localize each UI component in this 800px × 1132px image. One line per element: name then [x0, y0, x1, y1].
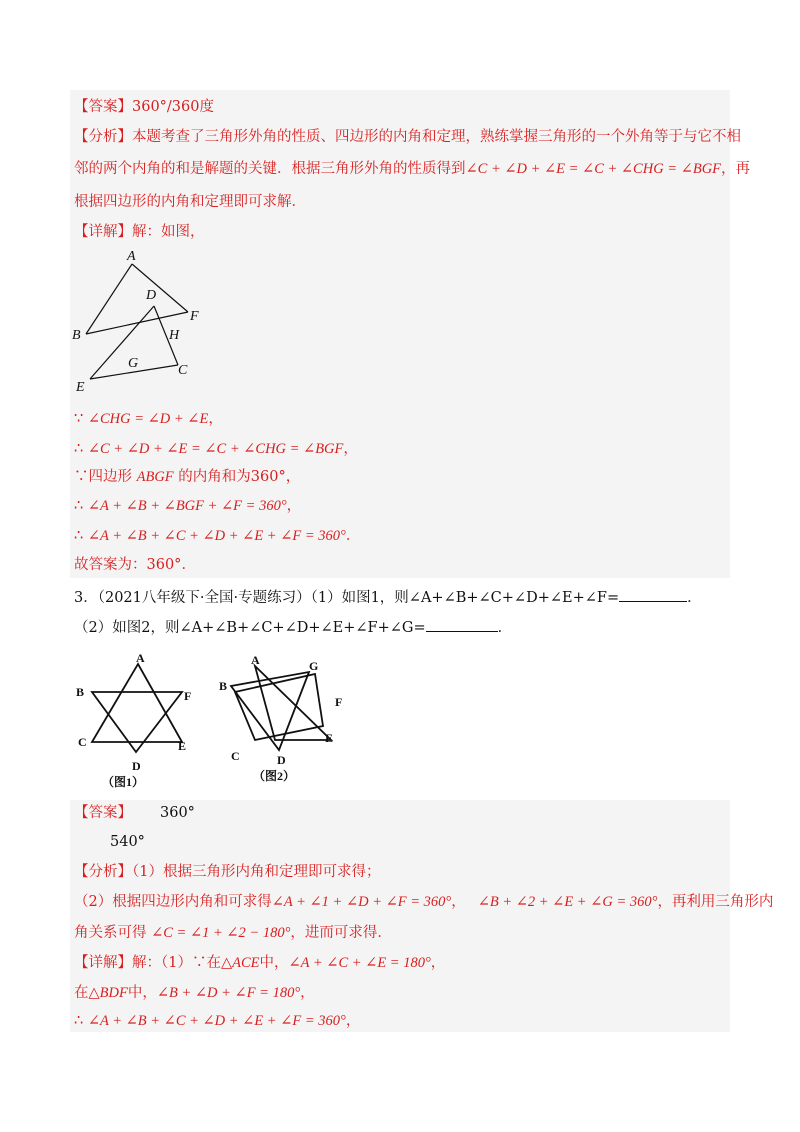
analysis-2-text-2b: ，再利用三角形内: [657, 894, 774, 910]
step-4-math: ∠A + ∠B + ∠BGF + ∠F = 360°: [87, 498, 287, 514]
step-2-math: ∠C + ∠D + ∠E = ∠C + ∠CHG = ∠BGF: [87, 441, 344, 457]
geometry-figure-1: [70, 248, 220, 396]
figure-label-f: F: [190, 309, 199, 324]
detail-tag: 【详解】: [74, 224, 132, 240]
fig1-label-d: D: [132, 759, 141, 773]
detail-2-text-2a: 在: [74, 985, 89, 1001]
step-4-symbol: ∴: [74, 498, 84, 514]
question-part-2-end: ．: [497, 620, 513, 636]
answer-2: 540°: [110, 834, 145, 850]
figure-label-e: E: [76, 380, 85, 395]
analysis-2-text-1: （1）根据三角形内角和定理即可求得；: [132, 864, 381, 880]
figure-label-d: D: [146, 288, 157, 303]
step-3: [74, 467, 300, 487]
step-4: [74, 496, 301, 516]
detail-2-triangle-1: △ACE: [220, 955, 260, 971]
answer-line-3: [110, 832, 145, 852]
step-5-symbol: ∴: [74, 528, 84, 544]
figure-label-g: G: [128, 356, 139, 371]
fig1-label-a: A: [136, 651, 145, 665]
detail-2-symbol-3: ∴: [74, 1013, 84, 1029]
analysis-2-math-3: ∠C = ∠1 + ∠2 − 180°: [151, 925, 291, 941]
conclusion-tail: ．: [181, 557, 196, 573]
answer-1: 360°: [160, 805, 195, 821]
analysis-2-text-3a: 角关系可得: [74, 925, 147, 941]
step-5-math: ∠A + ∠B + ∠C + ∠D + ∠E + ∠F = 360°: [87, 528, 346, 544]
detail-2-line-1: [74, 953, 445, 973]
answer-line-1: [74, 97, 214, 117]
step-3-math: ABGF: [136, 469, 174, 485]
analysis-tag: 【分析】: [74, 129, 132, 145]
fig2-label-a: A: [251, 653, 260, 667]
question-part-1: （1）如图1，则∠A+∠B+∠C+∠D+∠E+∠F=: [310, 590, 620, 606]
answer-blank-2[interactable]: [426, 617, 498, 632]
step-3-value: 360°: [250, 469, 286, 485]
figure-label-c: C: [178, 363, 188, 378]
fig1-label-c: C: [78, 735, 87, 749]
figure-2-heptagram: [215, 648, 355, 788]
step-5: [74, 526, 360, 546]
fig1-label-f: F: [184, 689, 192, 703]
fig2-label-d: D: [277, 753, 286, 767]
analysis-text-1: 本题考查了三角形外角的性质、四边形的内角和定理，熟练掌握三角形的一个外角等于与它不相: [132, 129, 741, 145]
question-part-1-end: ．: [687, 590, 702, 606]
detail-line: [74, 222, 205, 242]
analysis-2-math-2: ∠B + ∠2 + ∠E + ∠G = 360°: [477, 894, 658, 910]
fig2-label-g: G: [309, 659, 319, 673]
detail-2-text-2b: 中，: [127, 985, 157, 1001]
analysis-line-3: [74, 192, 306, 212]
question-3-line-2: [74, 617, 512, 638]
question-3-line-1: [74, 587, 702, 608]
step-2-symbol: ∴: [74, 441, 84, 457]
question-part-2: （2）如图2，则∠A+∠B+∠C+∠D+∠E+∠F+∠G=: [74, 620, 426, 636]
step-1-symbol: ∵: [74, 411, 84, 427]
detail-2-tail-3: ，: [345, 1013, 361, 1029]
analysis-2-math-1: ∠A + ∠1 + ∠D + ∠F = 360°: [271, 894, 452, 910]
fig2-label-f: F: [335, 695, 343, 709]
step-2-tail: ，: [343, 441, 358, 457]
answer-tag-2: 【答案】: [74, 805, 132, 821]
detail-2-text-1b: 中，: [259, 955, 289, 971]
step-1-math: ∠CHG = ∠D + ∠E: [87, 411, 209, 427]
detail-2-math-2: ∠B + ∠D + ∠F = 180°: [156, 985, 301, 1001]
detail-2-tail-2: ，: [300, 985, 315, 1001]
analysis-line-2: [74, 159, 750, 179]
analysis-2-text-3b: ，进而可求得．: [290, 925, 392, 941]
analysis-2-line-1: [74, 862, 380, 882]
analysis-2-sep: ，: [451, 894, 466, 910]
analysis-line-1: [74, 127, 741, 147]
detail-tag-2: 【详解】: [74, 955, 132, 971]
step-1: [74, 409, 223, 429]
fig2-label-b: B: [219, 679, 228, 693]
step-3-symbol: ∵: [74, 469, 89, 485]
analysis-tag-2: 【分析】: [74, 864, 132, 880]
analysis-tail-2: ，再: [721, 161, 751, 177]
detail-2-math-3: ∠A + ∠B + ∠C + ∠D + ∠E + ∠F = 360°: [87, 1013, 346, 1029]
step-5-tail: ．: [345, 528, 361, 544]
detail-2-math-1: ∠A + ∠C + ∠E = 180°: [288, 955, 431, 971]
fig1-label-b: B: [76, 685, 85, 699]
figure-label-h: H: [169, 328, 180, 343]
figure-label-b: B: [72, 328, 81, 343]
analysis-2-line-2: [74, 892, 773, 912]
conclusion-value: 360°: [146, 557, 182, 573]
analysis-text-2: 邻的两个内角的和是解题的关键．根据三角形外角的性质得到: [74, 161, 466, 177]
question-source: （2021八年级下·全国·专题练习）: [97, 590, 311, 606]
fig2-label-e: E: [325, 731, 334, 745]
answer-line-2: [74, 803, 195, 823]
answer-tag: 【答案】: [74, 99, 132, 115]
analysis-text-3: 根据四边形的内角和定理即可求解．: [74, 194, 306, 210]
figure-1-hexagram: [70, 648, 210, 790]
conclusion-text: 故答案为：: [74, 557, 147, 573]
analysis-math-2: ∠C + ∠D + ∠E = ∠C + ∠CHG = ∠BGF: [465, 161, 722, 177]
fig2-caption: （图2）: [253, 769, 296, 783]
detail-2-line-3: [74, 1011, 360, 1031]
fig1-label-e: E: [178, 739, 187, 753]
figure-label-a: A: [127, 249, 136, 264]
analysis-2-line-3: [74, 923, 392, 943]
detail-2-line-2: [74, 983, 315, 1003]
conclusion-line: [74, 555, 196, 575]
question-number: 3．: [74, 590, 98, 606]
detail-2-triangle-2: △BDF: [88, 985, 128, 1001]
detail-text: 解：如图，: [132, 224, 205, 240]
fig2-label-c: C: [231, 749, 240, 763]
step-3-text-a: 四边形: [88, 469, 132, 485]
analysis-2-text-2a: （2）根据四边形内角和可求得: [74, 894, 272, 910]
detail-2-tail-1: ，: [430, 955, 446, 971]
fig1-caption: （图1）: [102, 775, 145, 789]
step-1-tail: ，: [208, 411, 223, 427]
answer-blank-1[interactable]: [619, 587, 687, 602]
step-3-text-b: 的内角和为: [178, 469, 251, 485]
step-3-tail: ，: [285, 469, 301, 485]
step-2: [74, 439, 358, 459]
answer-value: 360°/360度: [132, 99, 214, 115]
step-4-tail: ，: [286, 498, 302, 514]
detail-2-text-1a: 解：（1）∵在: [132, 955, 221, 971]
